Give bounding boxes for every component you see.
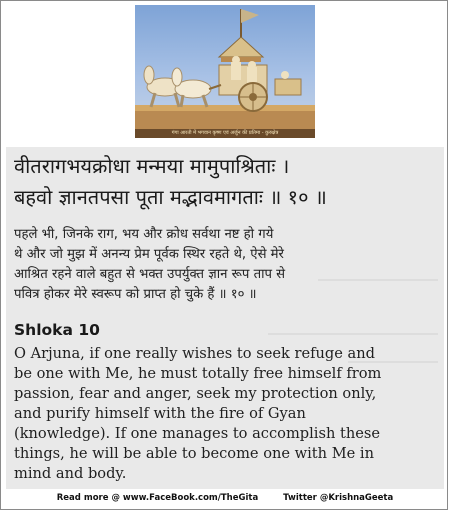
hindi-line: पहले भी, जिनके राग, भय और क्रोध सर्वथा नष्ट हो गये — [14, 227, 274, 242]
twitter-link[interactable]: Twitter @KrishnaGeeta — [283, 493, 394, 503]
verse-line-2: बहवो ज्ञानतपसा पूता मद्भावमागताः ॥ १० ॥ — [14, 185, 327, 209]
english-line: passion, fear and anger, seek my protection only, — [14, 385, 377, 402]
english-line: O Arjuna, if one really wishes to seek refuge and — [14, 345, 375, 362]
english-line: be one with Me, he must totally free himself from — [14, 365, 382, 382]
english-line: things, he will be able to become one with Me in — [14, 445, 374, 462]
english-line: (knowledge). If one manages to accomplish these — [14, 425, 381, 442]
facebook-link[interactable]: Read more @ www.FaceBook.com/TheGita — [56, 493, 259, 503]
hindi-line: आश्रित रहने वाले बहुत से भक्त उपर्युक्त ज्ञान रूप ताप से — [14, 267, 286, 282]
shloka-title: Shloka 10 — [14, 321, 100, 339]
hindi-translation — [14, 225, 438, 305]
photo-caption: गंगा आरती में भगवान कृष्ण एवं अर्जुन की प्रतिमा - कुरुक्षेत्र — [135, 129, 315, 138]
verse-line-1: वीतरागभयक्रोधा मन्मया मामुपाश्रिताः । — [14, 154, 290, 178]
footer — [1, 493, 449, 503]
hindi-line: थे और जो मुझ में अनन्य प्रेम पूर्वक स्थिर रहते थे, ऐसे मेरे — [14, 247, 284, 262]
chariot-statue-image — [135, 5, 315, 138]
chariot-photo — [135, 5, 315, 138]
hindi-line: पवित्र होकर मेरे स्वरूप को प्राप्त हो चुके हैं ॥ १० ॥ — [14, 287, 257, 302]
sanskrit-verse — [14, 151, 444, 213]
english-translation — [14, 344, 442, 484]
english-line: and purify himself with the fire of Gyan — [14, 405, 306, 422]
english-line: mind and body. — [14, 465, 127, 482]
bleed-through-mark — [268, 333, 438, 335]
scripture-page — [6, 147, 444, 489]
